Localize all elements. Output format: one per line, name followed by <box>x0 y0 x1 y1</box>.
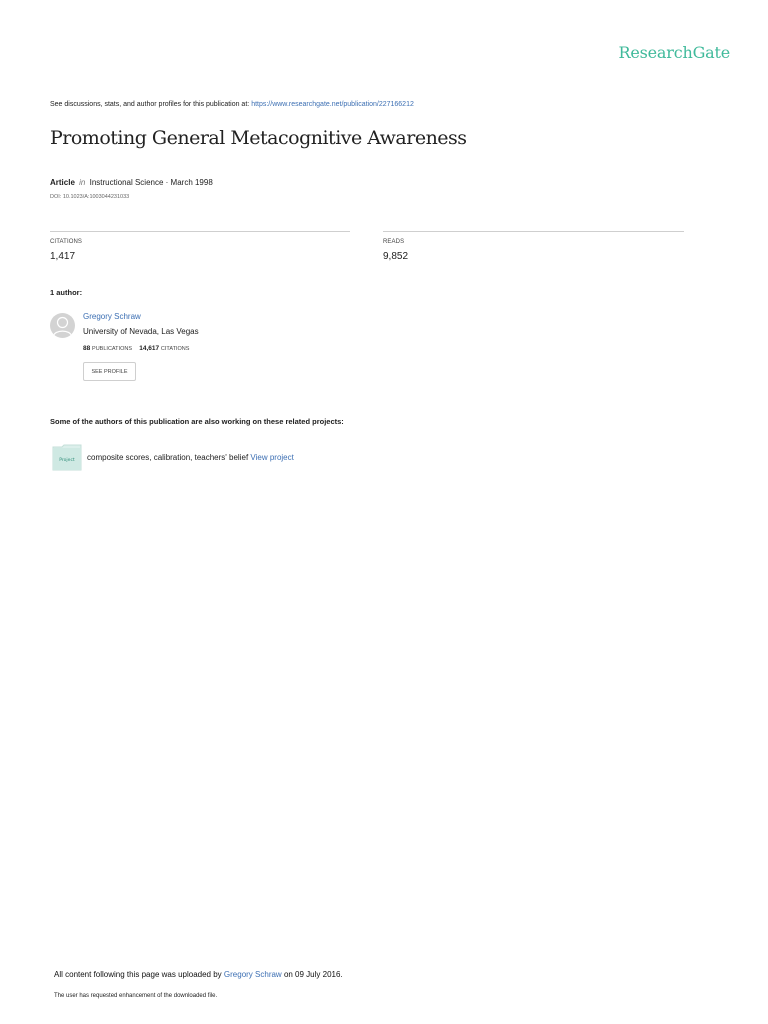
upload-note <box>54 970 343 979</box>
citations-divider <box>50 231 350 232</box>
reads-divider <box>383 231 684 232</box>
publication-url-link[interactable]: https://www.researchgate.net/publication/227166212 <box>251 101 414 108</box>
uploader-link[interactable]: Gregory Schraw <box>223 970 282 979</box>
citations-value: 1,417 <box>50 251 76 262</box>
in-word: in <box>79 178 86 187</box>
default-avatar-icon[interactable] <box>50 313 75 338</box>
reads-label: READS <box>383 239 405 245</box>
see-profile-button[interactable]: SEE PROFILE <box>83 362 136 381</box>
reads-value: 9,852 <box>383 251 409 262</box>
publication-title: Promoting General Metacognitive Awareness <box>50 127 467 149</box>
journal-date: Instructional Science · March 1998 <box>89 178 213 187</box>
author-institution: University of Nevada, Las Vegas <box>83 327 199 336</box>
project-icon-label: Project <box>59 458 75 463</box>
author-publications-label: PUBLICATIONS <box>92 346 132 352</box>
upload-prefix: All content following this page was uploaded by <box>54 970 222 979</box>
authors-heading: 1 author: <box>50 288 83 297</box>
researchgate-logo[interactable]: ResearchGate <box>618 43 730 62</box>
project-line <box>87 453 294 462</box>
publication-type: Article <box>50 178 75 187</box>
author-name-link[interactable]: Gregory Schraw <box>83 312 141 321</box>
related-projects-heading: Some of the authors of this publication are also working on these related projects: <box>50 417 344 426</box>
author-citations-label: CITATIONS <box>160 346 190 352</box>
discussions-line <box>50 101 414 108</box>
project-name: composite scores, calibration, teachers' belief <box>87 453 249 462</box>
view-project-link[interactable]: View project <box>250 453 294 462</box>
citations-label: CITATIONS <box>50 239 83 245</box>
author-citations-count: 14,617 <box>139 345 160 352</box>
author-stats <box>83 345 189 352</box>
upload-suffix: on 09 July 2016. <box>283 970 343 979</box>
doi: DOI: 10.1023/A:1003044231033 <box>50 194 130 200</box>
folder-icon[interactable] <box>52 444 82 471</box>
enhancement-note: The user has requested enhancement of the downloaded file. <box>54 993 218 999</box>
discussions-prefix: See discussions, stats, and author profiles for this publication at: <box>50 101 250 108</box>
author-publications-count: 88 <box>83 345 91 352</box>
publication-meta <box>50 178 213 187</box>
